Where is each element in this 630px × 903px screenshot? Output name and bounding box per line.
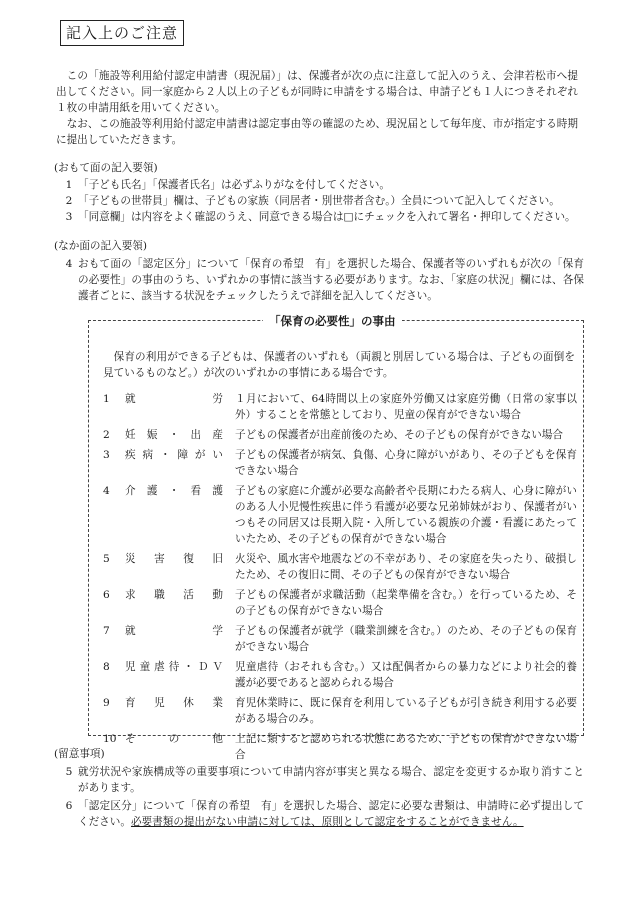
inside-item-4	[60, 256, 584, 304]
list-item	[103, 587, 577, 619]
list-item	[103, 427, 577, 443]
necessity-box	[88, 314, 584, 761]
note-text-a: 「認定区分」について「保育の希望 有」を選択した場合、認定に必要な書類は、申請時に必ず提出してください。	[78, 800, 584, 828]
front-heading: (おもて面の記入要領)	[54, 162, 158, 174]
reason-description: 子どもの保護者が求職活動（起業準備を含む。）を行っているため、その子どもの保育ができない場合	[235, 589, 577, 617]
item-text	[78, 798, 584, 830]
list-item	[103, 659, 577, 691]
item-number: 4	[65, 258, 73, 270]
necessity-title: 「保育の必要性」の事由	[263, 313, 402, 329]
reason-number: 8	[103, 661, 110, 673]
list-item	[103, 483, 577, 547]
reason-label: 災害復旧	[125, 553, 223, 565]
reason-number: 5	[103, 553, 110, 565]
reason-label: 介護・看護	[125, 485, 223, 497]
inside-heading: (なか面の記入要領)	[54, 240, 148, 252]
reason-number: 10	[103, 733, 117, 745]
reason-description: １月において、64時間以上の家庭外労働又は家庭労働（日常の家事以外）することを常態としており、児童の保育ができない場合	[235, 393, 577, 421]
intro-paragraph-1: この「施設等利用給付認定申請書（現況届）」は、保護者が次の点に注意して記入のうえ、会津若松市へ提出してください。同一家庭から２人以上の子どもが同時に申請をする場合は、申請子ども１人につきそれぞれ１枚の申請用紙を用いてください。	[56, 70, 578, 114]
reason-label: 妊娠・出産	[125, 429, 223, 441]
intro-section	[56, 68, 578, 148]
reason-label: 求職活動	[125, 589, 223, 601]
reason-number: 6	[103, 589, 110, 601]
front-item-1	[60, 177, 584, 193]
list-item	[103, 391, 577, 423]
notes-heading: (留意事項)	[54, 748, 105, 760]
reason-description: 子どもの家庭に介護が必要な高齢者や長期にわたる病人、心身に障がいのある人小児慢性疾患に伴う看護が必要な兄弟姉妹がおり、保護者がいつもその同居又は長期入院・入所している親族の介護・看護にあたっていたため、その子どもの保育ができない場合	[235, 485, 577, 545]
reason-description: 子どもの保護者が出産前後のため、その子どもの保育ができない場合	[235, 429, 563, 441]
reason-number: 3	[103, 449, 110, 461]
list-item	[103, 623, 577, 655]
intro-paragraph-2: なお、この施設等利用給付認定申請書は認定事由等の確認のため、現況届として毎年度、市が指定する時期に提出していただきます。	[56, 118, 578, 146]
necessity-intro: 保育の利用ができる子どもは、保護者のいずれも（両親と別居している場合は、子どもの面倒を見ているものなど。）が次のいずれかの事情にある場合です。	[103, 351, 575, 379]
reason-list	[103, 391, 577, 767]
front-item-2	[60, 193, 584, 209]
reason-description: 上記に類すると認められる状態にあるため、子どもの保育ができない場合	[235, 733, 577, 761]
reason-label: 育児休業	[125, 697, 223, 709]
item-text: おもて面の「認定区分」について「保育の希望 有」を選択した場合、保護者等のいずれもが次の「保育の必要性」の事由のうち、いずれかの事情に該当する必要があります。なお、「家庭の状況」欄には、各保護者ごとに、該当する状況をチェックしたうえで詳細を記入してください。	[78, 258, 584, 302]
list-item	[103, 551, 577, 583]
reason-number: 4	[103, 485, 110, 497]
item-number: 2	[65, 195, 73, 207]
reason-label: その他	[125, 733, 223, 745]
note-item-5	[60, 764, 584, 796]
reason-description: 火災や、風水害や地震などの不幸があり、その家庭を失ったり、破損したため、その復旧に間、その子どもの保育ができない場合	[235, 553, 577, 581]
item-number: 5	[65, 766, 73, 778]
reason-number: 1	[103, 393, 110, 405]
front-item-3	[60, 209, 584, 225]
item-number: 3	[65, 211, 73, 223]
reason-number: 9	[103, 697, 110, 709]
reason-label: 疾病・障がい	[125, 449, 223, 461]
item-number: 1	[65, 179, 73, 191]
reason-label: 就労	[125, 393, 223, 405]
note-text-underlined: 必要書類の提出がない申請に対しては、原則として認定をすることができません。	[130, 816, 524, 828]
page-title: 記入上のご注意	[60, 20, 184, 46]
reason-description: 子どもの保護者が病気、負傷、心身に障がいがあり、その子どもを保育できない場合	[235, 449, 577, 477]
reason-label: 児童虐待・ＤＶ	[125, 661, 223, 673]
item-text: 「子ども氏名」「保護者氏名」は必ずふりがなを付してください。	[78, 179, 390, 191]
reason-number: 2	[103, 429, 110, 441]
list-item	[103, 447, 577, 479]
reason-label: 就学	[125, 625, 223, 637]
reason-number: 7	[103, 625, 110, 637]
item-text: 「同意欄」は内容をよく確認のうえ、同意できる場合は□にチェックを入れて署名・押印してください。	[78, 211, 576, 223]
list-item	[103, 695, 577, 727]
list-item	[103, 731, 577, 763]
note-item-6	[60, 798, 584, 830]
reason-description: 児童虐待（おそれも含む。）又は配偶者からの暴力などにより社会的養護が必要であると認められる場合	[235, 661, 577, 689]
item-number: 6	[65, 800, 73, 812]
item-text: 就労状況や家族構成等の重要事項について申請内容が事実と異なる場合、認定を変更するか取り消すことがあります。	[78, 766, 584, 794]
reason-description: 育児休業時に、既に保育を利用している子どもが引き続き利用する必要がある場合のみ。	[235, 697, 577, 725]
item-text: 「子どもの世帯員」欄は、子どもの家族（同居者・別世帯者含む。）全員について記入してください。	[78, 195, 560, 207]
reason-description: 子どもの保護者が就学（職業訓練を含む。）のため、その子どもの保育ができない場合	[235, 625, 577, 653]
